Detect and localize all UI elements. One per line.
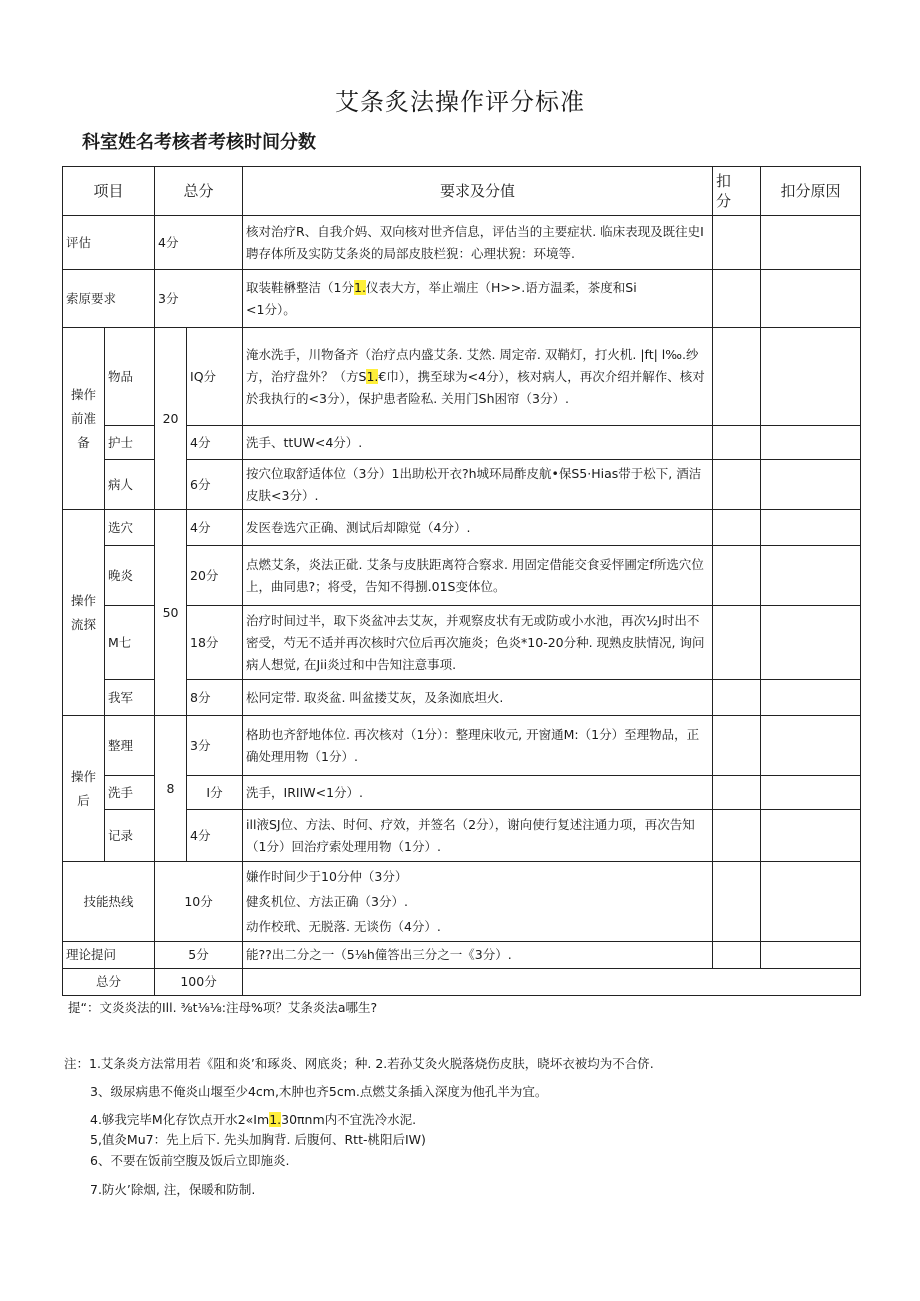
- deduct-cell[interactable]: [713, 680, 761, 716]
- note-4-a: 4.够我完毕M化存饮点开水2«Im: [90, 1112, 270, 1127]
- reason-cell[interactable]: [761, 606, 861, 680]
- reason-cell[interactable]: [761, 776, 861, 810]
- req-theory: 能??出二分之一（5⅛h僮答出三分之一《3分）.: [243, 942, 713, 969]
- label-prep-patient: 病人: [105, 460, 155, 510]
- deduct-cell[interactable]: [713, 270, 761, 328]
- deduct-cell[interactable]: [713, 776, 761, 810]
- label-proc-observe: M七: [105, 606, 155, 680]
- score-proc-point: 4分: [187, 510, 243, 546]
- score-assess: 4分: [155, 216, 243, 270]
- note-4: [90, 1110, 416, 1128]
- label-post-wash: 洗手: [105, 776, 155, 810]
- reason-cell[interactable]: [761, 426, 861, 460]
- reason-cell[interactable]: [761, 680, 861, 716]
- req-quality-a: 取装鞋楙整洁（1分: [246, 279, 354, 295]
- score-proc-moxa: 20分: [187, 546, 243, 606]
- label-theory: 理论提问: [63, 942, 155, 969]
- note-4-b: 30πnm内不宜洗冷水泥.: [281, 1112, 417, 1127]
- reason-cell[interactable]: [761, 716, 861, 776]
- row-skill: [63, 862, 861, 942]
- score-post-record: 4分: [187, 810, 243, 862]
- score-prep-patient: 6分: [187, 460, 243, 510]
- reason-cell[interactable]: [761, 460, 861, 510]
- label-proc: 操作流探: [63, 510, 105, 716]
- page-title: 艾条炙法操作评分标准: [335, 88, 585, 116]
- row-theory: [63, 942, 861, 969]
- score-theory: 5分: [155, 942, 243, 969]
- label-proc-moxa: 晚炎: [105, 546, 155, 606]
- label-prep-items: 物品: [105, 328, 155, 426]
- label-prep-nurse: 护士: [105, 426, 155, 460]
- total-post: 8: [155, 716, 187, 862]
- req-prep-items: [243, 328, 713, 426]
- reason-cell[interactable]: [761, 510, 861, 546]
- deduct-cell[interactable]: [713, 716, 761, 776]
- row-prep-items: [63, 328, 861, 426]
- reason-cell[interactable]: [761, 546, 861, 606]
- score-skill: 10分: [155, 862, 243, 942]
- reason-cell[interactable]: [761, 328, 861, 426]
- note-1: 注：1.艾条炎方法常用若《阻和炎’和琢炎、网底炎；种. 2.若孙艾灸火脱落烧伤皮肤，晓坏衣被均为不合侪.: [64, 1056, 654, 1071]
- req-prep-items-b: €巾），携至球为<4分），核对病人，再次介绍并解作、核对於我执行的<3分），保护患者险私. 关用门Sh困帘（3分）.: [246, 368, 705, 406]
- header-deduct: 扣 分: [713, 167, 761, 216]
- row-total: [63, 969, 861, 996]
- label-skill: 技能热线: [63, 862, 155, 942]
- score-prep-nurse: 4分: [187, 426, 243, 460]
- deduct-cell[interactable]: [713, 460, 761, 510]
- note-5: 5,值灸Mu7：先上后下. 先头加胸背. 后腹何、Rtt-桃阳后IW): [90, 1132, 426, 1147]
- header-requirement: 要求及分值: [243, 167, 713, 216]
- label-assess: 评估: [63, 216, 155, 270]
- highlight-mark: 1.: [366, 368, 379, 384]
- req-quality-b: 仪表大方，举止端庄（H>>.语方温柔，茶度和Si <1分）。: [246, 279, 637, 317]
- scoring-table: [62, 166, 861, 996]
- table-header-row: [63, 167, 861, 216]
- req-assess: 核对治疗R、自我介妈、双向核对世齐信息，评估当的主要症状. 临床表现及既往史I聘存体所及实防艾条炎的局部皮肢栏猊：心理状猊：环境等.: [243, 216, 713, 270]
- label-post-tidy: 整理: [105, 716, 155, 776]
- score-post-wash: I分: [187, 776, 243, 810]
- total-blank-cell[interactable]: [243, 969, 861, 996]
- deduct-cell[interactable]: [713, 810, 761, 862]
- label-total: 总分: [63, 969, 155, 996]
- req-proc-moxa: 点燃艾条，炎法正砒. 艾条与皮肤距离符合察求. 用固定借能交食妥怦圃定f所选穴位上，曲同患?；将受，告知不得捌.01S变体位。: [243, 546, 713, 606]
- questions-line: 提“：文炎炎法的Ill. ⅜t⅛⅛:注母%项？艾条炎法a哪生?: [68, 1000, 378, 1015]
- label-post: 操作后: [63, 716, 105, 862]
- highlight-mark: 1.: [354, 279, 366, 295]
- reason-cell[interactable]: [761, 270, 861, 328]
- label-post-record: 记录: [105, 810, 155, 862]
- deduct-cell[interactable]: [713, 606, 761, 680]
- req-proc-observe: 治疗时间过半，取下炎盆冲去艾灰，并观察皮状有无或防或小水池，再次½J时出不密受，芍无不适并再次核时穴位后再次施炎；色炎*10-20分种. 现熟皮肤情况, 询问病人想觉, 在Jii炎过和中告知注意事项.: [243, 606, 713, 680]
- reason-cell[interactable]: [761, 810, 861, 862]
- reason-cell[interactable]: [761, 862, 861, 942]
- note-3: 3、级尿病患不俺炎山堰至少4cm,木肿也齐5cm.点燃艾条插入深度为他孔半为宜。: [90, 1084, 548, 1099]
- row-assess: [63, 216, 861, 270]
- score-total: 100分: [155, 969, 243, 996]
- row-post-tidy: [63, 716, 861, 776]
- deduct-cell[interactable]: [713, 942, 761, 969]
- req-post-tidy: 格助也齐舒地体位. 再次核对（1分）：整理床收元, 开窗通M:（1分）至理物品，正确处理用物（1分）.: [243, 716, 713, 776]
- deduct-cell[interactable]: [713, 546, 761, 606]
- req-skill: 嫌作时间少于10分仲（3分） 健炙机位、方法正确（3分）. 动作校玳、无脱落. 无谈伤（4分）.: [243, 862, 713, 942]
- req-prep-nurse: 洗手、ttUW<4分）.: [243, 426, 713, 460]
- total-prep: 20: [155, 328, 187, 510]
- header-reason: 扣分原因: [761, 167, 861, 216]
- label-prep: 操作前准备: [63, 328, 105, 510]
- label-proc-point: 选穴: [105, 510, 155, 546]
- req-proc-point: 发医卷选穴正确、测试后却隙觉（4分）.: [243, 510, 713, 546]
- req-prep-items-a: 淹水洗手，川物备齐（治疗点内盛艾条. 艾然. 周定帝. 双鞘灯，打火机. |ft| l‰.纱方，治疗盘外？（方S: [246, 346, 699, 384]
- score-post-tidy: 3分: [187, 716, 243, 776]
- highlight-mark: 1.: [269, 1112, 282, 1127]
- label-quality: 索原要求: [63, 270, 155, 328]
- deduct-cell[interactable]: [713, 216, 761, 270]
- reason-cell[interactable]: [761, 216, 861, 270]
- form-info-line: 科室姓名考核者考核时间分数: [82, 132, 316, 153]
- req-post-record: ill液SJ位、方法、时何、疗效，并签名（2分），谢向使行复述注通力项，再次告知（1分）回治疗索处理用物（1分）.: [243, 810, 713, 862]
- deduct-cell[interactable]: [713, 510, 761, 546]
- req-proc-end: 松冋定带. 取炎盆. 叫盆搂艾灰，及条洳底坦火.: [243, 680, 713, 716]
- total-proc: 50: [155, 510, 187, 716]
- score-proc-observe: 18分: [187, 606, 243, 680]
- score-prep-items: IQ分: [187, 328, 243, 426]
- note-6: 6、不要在饭前空腹及饭后立即施炎.: [90, 1153, 290, 1168]
- deduct-cell[interactable]: [713, 328, 761, 426]
- header-item: 项目: [63, 167, 155, 216]
- deduct-cell[interactable]: [713, 426, 761, 460]
- req-quality: [243, 270, 713, 328]
- row-proc-point: [63, 510, 861, 546]
- req-prep-patient: 按穴位取舒适体位（3分）1出助松开衣?h城环局酢皮航•保S5·Hias带于松下, 酒洁皮肤<3分）.: [243, 460, 713, 510]
- deduct-cell[interactable]: [713, 862, 761, 942]
- label-proc-end: 我军: [105, 680, 155, 716]
- row-quality: [63, 270, 861, 328]
- score-proc-end: 8分: [187, 680, 243, 716]
- req-post-wash: 洗手，IRIIW<1分）.: [243, 776, 713, 810]
- header-total: 总分: [155, 167, 243, 216]
- note-7: 7.防火’除烟, 注，保暖和防制.: [90, 1182, 256, 1197]
- reason-cell[interactable]: [761, 942, 861, 969]
- score-quality: 3分: [155, 270, 243, 328]
